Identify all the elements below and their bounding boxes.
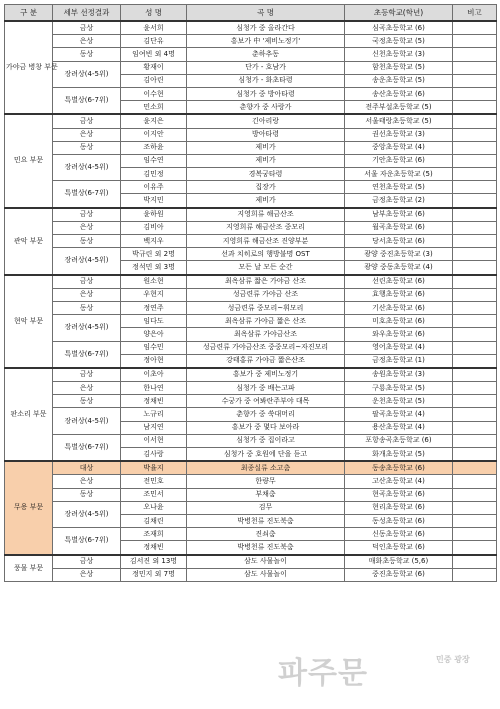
school-cell: 동송초등학교 (6) <box>345 461 453 475</box>
song-cell: 심청가 - 화초타령 <box>187 74 345 87</box>
school-cell: 서울 자운초등학교 (5) <box>345 168 453 181</box>
header-row <box>5 5 497 22</box>
name-cell: 김비아 <box>121 221 187 234</box>
table-row <box>5 528 497 541</box>
school-cell: 기산초등학교 (6) <box>345 301 453 314</box>
school-cell: 미호초등학교 (6) <box>345 315 453 328</box>
table-row <box>5 35 497 48</box>
song-cell: 박병천류 진도북춤 <box>187 514 345 527</box>
song-cell: 지영희류 해금산조 <box>187 208 345 222</box>
school-cell: 기안초등학교 (6) <box>345 154 453 167</box>
school-cell: 금정초등학교 (2) <box>345 194 453 208</box>
section-category: 무용 부문 <box>5 461 53 554</box>
song-cell: 단가 - 호남가 <box>187 61 345 74</box>
school-cell: 영어초등학교 (4) <box>345 341 453 354</box>
school-cell: 중진초등학교 (6) <box>345 568 453 581</box>
song-cell: 제비가 <box>187 141 345 154</box>
school-cell: 심곡초등학교 (6) <box>345 21 453 35</box>
note-cell <box>453 235 497 248</box>
school-cell: 운천초등학교 (5) <box>345 395 453 408</box>
name-cell: 윤지은 <box>121 114 187 128</box>
school-cell: 현리초등학교 (6) <box>345 501 453 514</box>
song-cell: 흥보가 중 제비노정기 <box>187 368 345 382</box>
table-row <box>5 21 497 35</box>
name-cell: 김아린 <box>121 74 187 87</box>
note-cell <box>453 395 497 408</box>
watermark-subtitle: 민중 광장 <box>436 655 470 664</box>
song-cell: 제비가 <box>187 154 345 167</box>
name-cell: 김서진 외 13명 <box>121 555 187 569</box>
school-cell: 송산초등학교 (6) <box>345 87 453 100</box>
section-group <box>5 461 497 554</box>
note-cell <box>453 382 497 395</box>
note-cell <box>453 475 497 488</box>
award-cell: 특별상(6-7위) <box>53 434 121 461</box>
song-cell: 춘하추동 <box>187 48 345 61</box>
table-row <box>5 61 497 74</box>
song-cell: 한량무 <box>187 475 345 488</box>
school-cell: 효행초등학교 (6) <box>345 288 453 301</box>
name-cell: 임수민 <box>121 341 187 354</box>
note-cell <box>453 368 497 382</box>
award-cell: 은상 <box>53 128 121 141</box>
note-cell <box>453 541 497 555</box>
note-cell <box>453 61 497 74</box>
song-cell: 성금련류 가야금산조 중중모리~자진모리 <box>187 341 345 354</box>
school-cell: 용산초등학교 (4) <box>345 421 453 434</box>
section-group <box>5 555 497 582</box>
header-school: 초등학교(학년) <box>345 5 453 22</box>
section-group <box>5 114 497 207</box>
school-cell: 고산초등학교 (4) <box>345 475 453 488</box>
header-note: 비고 <box>453 5 497 22</box>
school-cell: 신천초등학교 (3) <box>345 48 453 61</box>
award-cell: 대상 <box>53 461 121 475</box>
song-cell: 지영희류 해금산조 진양부분 <box>187 235 345 248</box>
table-row <box>5 128 497 141</box>
school-cell: 당서초등학교 (6) <box>345 235 453 248</box>
table-row <box>5 555 497 569</box>
song-cell: 긴아리랑 <box>187 114 345 128</box>
song-cell: 심청가 중 집이라고 <box>187 434 345 447</box>
table-row <box>5 221 497 234</box>
name-cell: 임수연 <box>121 154 187 167</box>
school-cell: 매화초등학교 (5,6) <box>345 555 453 569</box>
name-cell: 김채린 <box>121 514 187 527</box>
table-row <box>5 382 497 395</box>
school-cell: 구룡초등학교 (5) <box>345 382 453 395</box>
note-cell <box>453 87 497 100</box>
song-cell: 흥보가 중 몇다 보아라 <box>187 421 345 434</box>
award-cell: 동상 <box>53 301 121 314</box>
note-cell <box>453 528 497 541</box>
name-cell: 한나연 <box>121 382 187 395</box>
award-cell: 동상 <box>53 141 121 154</box>
school-cell: 광양 중진초등학교 (3) <box>345 248 453 261</box>
song-cell: 심청가 중 호원에 단을 듣고 <box>187 448 345 462</box>
header-song: 곡 명 <box>187 5 345 22</box>
school-cell: 월곡초등학교 (6) <box>345 221 453 234</box>
name-cell: 윤서희 <box>121 21 187 35</box>
name-cell: 원소현 <box>121 275 187 289</box>
name-cell: 이수현 <box>121 87 187 100</box>
song-cell: 심청가 중 올라간다 <box>187 21 345 35</box>
song-cell: 성금련류 중모리~휘모리 <box>187 301 345 314</box>
name-cell: 박지민 <box>121 194 187 208</box>
award-cell: 동상 <box>53 488 121 501</box>
note-cell <box>453 114 497 128</box>
award-cell: 금상 <box>53 21 121 35</box>
section-category: 풍물 부문 <box>5 555 53 582</box>
note-cell <box>453 328 497 341</box>
school-cell: 함천초등학교 (5) <box>345 61 453 74</box>
name-cell: 박율지 <box>121 461 187 475</box>
award-cell: 장려상(4-5위) <box>53 315 121 341</box>
school-cell: 권선초등학교 (3) <box>345 128 453 141</box>
table-row <box>5 461 497 475</box>
table-row <box>5 408 497 421</box>
song-cell: 삼도 사물놀이 <box>187 568 345 581</box>
school-cell: 중앙초등학교 (4) <box>345 141 453 154</box>
note-cell <box>453 461 497 475</box>
song-cell: 심청가 중 방아타령 <box>187 87 345 100</box>
table-row <box>5 288 497 301</box>
table-row <box>5 87 497 100</box>
award-cell: 장려상(4-5위) <box>53 408 121 434</box>
song-cell: 춘향가 중 쑥대머리 <box>187 408 345 421</box>
name-cell: 오나윤 <box>121 501 187 514</box>
award-cell: 금상 <box>53 114 121 128</box>
name-cell: 정채빈 <box>121 395 187 408</box>
song-cell: 심청가 중 배는고파 <box>187 382 345 395</box>
name-cell: 임다도 <box>121 315 187 328</box>
award-cell: 동상 <box>53 48 121 61</box>
award-cell: 금상 <box>53 208 121 222</box>
table-row <box>5 154 497 167</box>
song-cell: 삼도 사물놀이 <box>187 555 345 569</box>
award-cell: 특별상(6-7위) <box>53 181 121 208</box>
note-cell <box>453 301 497 314</box>
note-cell <box>453 35 497 48</box>
school-cell: 덕인초등학교 (6) <box>345 541 453 555</box>
note-cell <box>453 315 497 328</box>
note-cell <box>453 568 497 581</box>
name-cell: 윤하원 <box>121 208 187 222</box>
note-cell <box>453 555 497 569</box>
school-cell: 광양 중동초등학교 (4) <box>345 261 453 275</box>
table-row <box>5 568 497 581</box>
section-group <box>5 208 497 275</box>
note-cell <box>453 448 497 462</box>
table-row <box>5 395 497 408</box>
award-cell: 특별상(6-7위) <box>53 87 121 114</box>
section-group <box>5 368 497 461</box>
note-cell <box>453 261 497 275</box>
award-cell: 금상 <box>53 275 121 289</box>
school-cell: 송운초등학교 (5) <box>345 74 453 87</box>
note-cell <box>453 208 497 222</box>
award-cell: 은상 <box>53 35 121 48</box>
watermark-logo: 파주문 <box>278 656 368 691</box>
note-cell <box>453 48 497 61</box>
note-cell <box>453 128 497 141</box>
song-cell: 방아타령 <box>187 128 345 141</box>
song-cell: 선과 치히로의 행방불명 OST <box>187 248 345 261</box>
name-cell: 김사랑 <box>121 448 187 462</box>
song-cell: 모든 날 모든 순간 <box>187 261 345 275</box>
school-cell: 서울태랑초등학교 (5) <box>345 114 453 128</box>
song-cell: 지영희류 해금산조 중모리 <box>187 221 345 234</box>
song-cell: 검무 <box>187 501 345 514</box>
note-cell <box>453 408 497 421</box>
song-cell: 최옥삼류 가야금 짧은 산조 <box>187 315 345 328</box>
table-row <box>5 275 497 289</box>
note-cell <box>453 141 497 154</box>
table-row <box>5 48 497 61</box>
section-category: 가야금 병창 부문 <box>5 21 53 114</box>
note-cell <box>453 154 497 167</box>
song-cell: 진쇠춤 <box>187 528 345 541</box>
note-cell <box>453 181 497 194</box>
table-row <box>5 488 497 501</box>
note-cell <box>453 341 497 354</box>
header-category: 구 분 <box>5 5 53 22</box>
note-cell <box>453 275 497 289</box>
school-cell: 포항송곡초등학교 (6) <box>345 434 453 447</box>
name-cell: 이초아 <box>121 368 187 382</box>
song-cell: 수궁가 중 여봐란주부야 대목 <box>187 395 345 408</box>
school-cell: 연천초등학교 (5) <box>345 181 453 194</box>
school-cell: 화개초등학교 (5) <box>345 448 453 462</box>
award-cell: 은상 <box>53 221 121 234</box>
award-cell: 장려상(4-5위) <box>53 154 121 180</box>
school-cell: 송원초등학교 (3) <box>345 368 453 382</box>
school-cell: 국정초등학교 (5) <box>345 35 453 48</box>
table-row <box>5 114 497 128</box>
header-award: 세부 선정결과 <box>53 5 121 22</box>
note-cell <box>453 501 497 514</box>
song-cell: 최옥삼류 짧은 가야금 산조 <box>187 275 345 289</box>
note-cell <box>453 434 497 447</box>
table-row <box>5 181 497 194</box>
name-cell: 김민정 <box>121 168 187 181</box>
song-cell: 흥보가 中 '제비노정기' <box>187 35 345 48</box>
name-cell: 정채빈 <box>121 541 187 555</box>
school-cell: 현곡초등학교 (6) <box>345 488 453 501</box>
section-group <box>5 275 497 368</box>
section-category: 민요 부문 <box>5 114 53 207</box>
section-category: 관악 부문 <box>5 208 53 275</box>
name-cell: 정석민 외 3명 <box>121 261 187 275</box>
name-cell: 우현지 <box>121 288 187 301</box>
name-cell: 전민호 <box>121 475 187 488</box>
table-row <box>5 475 497 488</box>
award-cell: 장려상(4-5위) <box>53 501 121 527</box>
name-cell: 조재희 <box>121 528 187 541</box>
school-cell: 와우초등학교 (6) <box>345 328 453 341</box>
section-category: 판소리 부문 <box>5 368 53 461</box>
school-cell: 선린초등학교 (6) <box>345 275 453 289</box>
name-cell: 김단유 <box>121 35 187 48</box>
award-cell: 장려상(4-5위) <box>53 61 121 87</box>
note-cell <box>453 74 497 87</box>
name-cell: 박규린 외 2명 <box>121 248 187 261</box>
note-cell <box>453 488 497 501</box>
name-cell: 정민지 외 7명 <box>121 568 187 581</box>
note-cell <box>453 514 497 527</box>
note-cell <box>453 168 497 181</box>
table-row <box>5 248 497 261</box>
song-cell: 박병천류 진도북춤 <box>187 541 345 555</box>
song-cell: 성금련류 가야금 산조 <box>187 288 345 301</box>
award-cell: 동상 <box>53 235 121 248</box>
award-cell: 은상 <box>53 382 121 395</box>
name-cell: 양은아 <box>121 328 187 341</box>
note-cell <box>453 248 497 261</box>
song-cell: 제비가 <box>187 194 345 208</box>
school-cell: 금정초등학교 (1) <box>345 354 453 368</box>
name-cell: 정아현 <box>121 354 187 368</box>
school-cell: 팔곡초등학교 (4) <box>345 408 453 421</box>
name-cell: 이지안 <box>121 128 187 141</box>
song-cell: 부채춤 <box>187 488 345 501</box>
name-cell: 남지연 <box>121 421 187 434</box>
note-cell <box>453 101 497 115</box>
song-cell: 최종실류 소고춤 <box>187 461 345 475</box>
award-cell: 금상 <box>53 555 121 569</box>
section-category: 현악 부문 <box>5 275 53 368</box>
name-cell: 정연주 <box>121 301 187 314</box>
award-cell: 은상 <box>53 288 121 301</box>
award-cell: 동상 <box>53 395 121 408</box>
name-cell: 이유주 <box>121 181 187 194</box>
school-cell: 남부초등학교 (6) <box>345 208 453 222</box>
award-cell: 특별상(6-7위) <box>53 341 121 368</box>
song-cell: 집장가 <box>187 181 345 194</box>
table-row <box>5 235 497 248</box>
note-cell <box>453 21 497 35</box>
school-cell: 전주부설초등학교 (5) <box>345 101 453 115</box>
name-cell: 조민서 <box>121 488 187 501</box>
table-row <box>5 301 497 314</box>
song-cell: 춘향가 중 사랑가 <box>187 101 345 115</box>
name-cell: 노규리 <box>121 408 187 421</box>
note-cell <box>453 194 497 208</box>
award-cell: 특별상(6-7위) <box>53 528 121 555</box>
section-group <box>5 21 497 114</box>
song-cell: 강태홍류 가야금 짧은산조 <box>187 354 345 368</box>
award-cell: 은상 <box>53 568 121 581</box>
table-row <box>5 501 497 514</box>
note-cell <box>453 354 497 368</box>
note-cell <box>453 288 497 301</box>
song-cell: 경복궁타령 <box>187 168 345 181</box>
name-cell: 민소희 <box>121 101 187 115</box>
song-cell: 최옥삼류 가야금산조 <box>187 328 345 341</box>
name-cell: 황재이 <box>121 61 187 74</box>
table-row <box>5 141 497 154</box>
note-cell <box>453 421 497 434</box>
table-row <box>5 341 497 354</box>
header-name: 성 명 <box>121 5 187 22</box>
name-cell: 이서현 <box>121 434 187 447</box>
table-row <box>5 368 497 382</box>
name-cell: 백지우 <box>121 235 187 248</box>
award-cell: 장려상(4-5위) <box>53 248 121 275</box>
results-table <box>4 4 497 582</box>
name-cell: 조하윤 <box>121 141 187 154</box>
name-cell: 임여빈 외 4명 <box>121 48 187 61</box>
award-cell: 금상 <box>53 368 121 382</box>
school-cell: 동성초등학교 (6) <box>345 514 453 527</box>
note-cell <box>453 221 497 234</box>
school-cell: 신동초등학교 (6) <box>345 528 453 541</box>
table-row <box>5 315 497 328</box>
award-cell: 은상 <box>53 475 121 488</box>
table-row <box>5 208 497 222</box>
table-row <box>5 434 497 447</box>
